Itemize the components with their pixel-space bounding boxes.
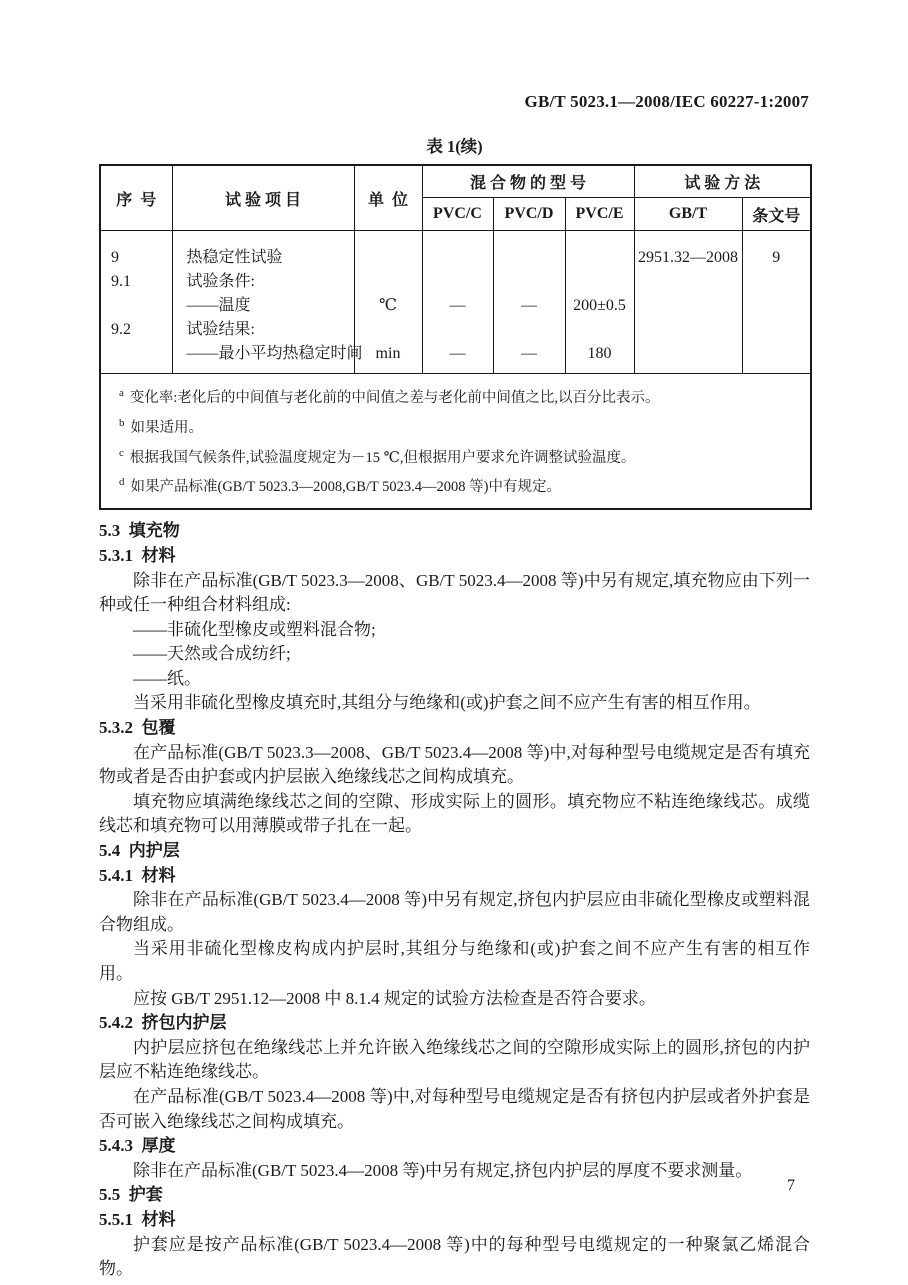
page-content	[99, 133, 810, 1282]
table-cell	[742, 270, 811, 294]
paragraph: 在产品标准(GB/T 5023.4—2008 等)中,对每种型号电缆规定是否有挤包内护层或者外护套是否可嵌入绝缘线芯之间构成填充。	[99, 1086, 810, 1131]
section-heading: 5.3.2 包覆	[99, 718, 176, 738]
table-cell: ——温度	[172, 294, 354, 318]
table-body	[100, 231, 811, 374]
table-cell	[634, 270, 742, 294]
table-cell	[634, 342, 742, 374]
table-cell: min	[354, 342, 422, 374]
table-cell	[493, 270, 565, 294]
table-cell	[422, 231, 493, 271]
table-cell: 试验结果:	[172, 318, 354, 342]
table-title: 表 1(续)	[426, 137, 483, 156]
list-item: ——天然或合成纺纤;	[133, 644, 291, 664]
paragraph: 应按 GB/T 2951.12—2008 中 8.1.4 规定的试验方法检查是否符合要求。	[133, 988, 656, 1008]
table-cell	[354, 270, 422, 294]
table-cell	[493, 231, 565, 271]
section-heading: 5.3 填充物	[99, 521, 180, 541]
footnote-mark: d	[119, 476, 125, 489]
table-cell	[565, 318, 634, 342]
section-heading: 5.4.3 厚度	[99, 1136, 176, 1156]
table-cell: ——最小平均热稳定时间	[172, 342, 354, 374]
table-footnote: $^a$ 变化率:老化后的中间值与老化前的中间值之差与老化前中间值之比,以百分比表示。	[119, 387, 660, 406]
table-cell: —	[422, 294, 493, 318]
table-cell	[422, 318, 493, 342]
footnote-mark: b	[119, 416, 125, 429]
paragraph: 填充物应填满绝缘线芯之间的空隙、形成实际上的圆形。填充物应不粘连绝缘线芯。成缆线芯和填充物可以用薄膜或带子扎在一起。	[99, 791, 810, 836]
column-group-test-method: 试 验 方 法	[634, 165, 811, 198]
column-header-pvc-e: PVC/E	[565, 198, 634, 231]
column-header-pvc-c: PVC/C	[422, 198, 493, 231]
paragraph: 护套应是按产品标准(GB/T 5023.4—2008 等)中的每种型号电缆规定的一种聚氯乙烯混合物。	[99, 1234, 810, 1279]
table-head	[100, 165, 811, 231]
table-cell: —	[422, 342, 493, 374]
column-header-seq: 序 号	[100, 165, 172, 231]
table-cell: —	[493, 342, 565, 374]
footnotes-cell	[100, 374, 811, 510]
paragraph: 内护层应挤包在绝缘线芯上并允许嵌入绝缘线芯之间的空隙形成实际上的圆形,挤包的内护层应不粘连绝缘线芯。	[99, 1037, 810, 1082]
table-cell: 热稳定性试验	[172, 231, 354, 271]
table-row	[100, 318, 811, 342]
table-cell	[100, 294, 172, 318]
paragraph: 除非在产品标准(GB/T 5023.4—2008 等)中另有规定,挤包内护层的厚度不要求测量。	[133, 1160, 753, 1180]
list-item: ——纸。	[133, 668, 201, 688]
table-cell: 试验条件:	[172, 270, 354, 294]
table-cell	[565, 231, 634, 271]
table-footnotes-section	[100, 374, 811, 510]
table-cell: 9.1	[100, 270, 172, 294]
section-heading: 5.4.1 材料	[99, 865, 176, 885]
table-cell	[742, 318, 811, 342]
table-cell	[493, 318, 565, 342]
paragraph: 除非在产品标准(GB/T 5023.3—2008、GB/T 5023.4—2008 等)中另有规定,填充物应由下列一种或任一种组合材料组成:	[99, 570, 810, 615]
paragraph: 在产品标准(GB/T 5023.3—2008、GB/T 5023.4—2008 等)中,对每种型号电缆规定是否有填充物或者是否由护套或内护层嵌入绝缘线芯之间构成填充。	[99, 742, 810, 787]
paragraph: 除非在产品标准(GB/T 5023.4—2008 等)中另有规定,挤包内护层应由非硫化型橡皮或塑料混合物组成。	[99, 890, 810, 934]
table-cell	[422, 270, 493, 294]
table-cell: 2951.32—2008	[634, 231, 742, 271]
paragraph: 当采用非硫化型橡皮填充时,其组分与绝缘和(或)护套之间不应产生有害的相互作用。	[133, 693, 761, 713]
paragraph: 当采用非硫化型橡皮构成内护层时,其组分与绝缘和(或)护套之间不应产生有害的相互作用。	[99, 939, 810, 983]
column-group-mixture-type: 混 合 物 的 型 号	[422, 165, 634, 198]
section-heading: 5.5 护套	[99, 1185, 163, 1205]
table-cell	[100, 342, 172, 374]
list-item: ——非硫化型橡皮或塑料混合物;	[133, 619, 376, 639]
table-footnote: $^c$ 根据我国气候条件,试验温度规定为－15 ℃,但根据用户要求允许调整试验温度。	[119, 446, 636, 466]
table-row	[100, 231, 811, 271]
table-cell: 180	[565, 342, 634, 374]
table-cell	[742, 342, 811, 374]
column-header-gbt: GB/T	[634, 198, 742, 231]
test-methods-table	[99, 164, 812, 510]
table-cell	[354, 231, 422, 271]
table-cell	[634, 294, 742, 318]
table-footnote: $^d$ 如果产品标准(GB/T 5023.3—2008,GB/T 5023.4—2008 等)中有规定。	[119, 476, 561, 496]
section-heading: 5.4.2 挤包内护层	[99, 1013, 227, 1033]
section-heading: 5.4 内护层	[99, 841, 180, 861]
table-row	[100, 270, 811, 294]
table-cell	[634, 318, 742, 342]
standard-number-header: GB/T 5023.1—2008/IEC 60227-1:2007	[524, 92, 809, 111]
table-cell: 9	[742, 231, 811, 271]
table-cell: 9	[100, 231, 172, 271]
table-footnote: $^b$ 如果适用。	[119, 416, 203, 436]
body-content	[99, 519, 810, 1281]
table-cell: —	[493, 294, 565, 318]
section-heading: 5.5.1 材料	[99, 1209, 176, 1229]
footnote-mark: c	[119, 446, 124, 459]
column-header-clause: 条文号	[742, 198, 811, 231]
table-cell	[565, 270, 634, 294]
table-cell	[742, 294, 811, 318]
column-header-pvc-d: PVC/D	[493, 198, 565, 231]
footnote-mark: a	[119, 387, 124, 399]
table-cell	[354, 318, 422, 342]
table-cell: 9.2	[100, 318, 172, 342]
table-cell: 200±0.5	[565, 294, 634, 318]
table-row	[100, 294, 811, 318]
column-header-test-item: 试 验 项 目	[172, 165, 354, 231]
table-row	[100, 342, 811, 374]
table-cell: ℃	[354, 294, 422, 318]
page-number: 7	[787, 1177, 795, 1194]
section-heading: 5.3.1 材料	[99, 545, 176, 565]
column-header-unit: 单 位	[354, 165, 422, 231]
